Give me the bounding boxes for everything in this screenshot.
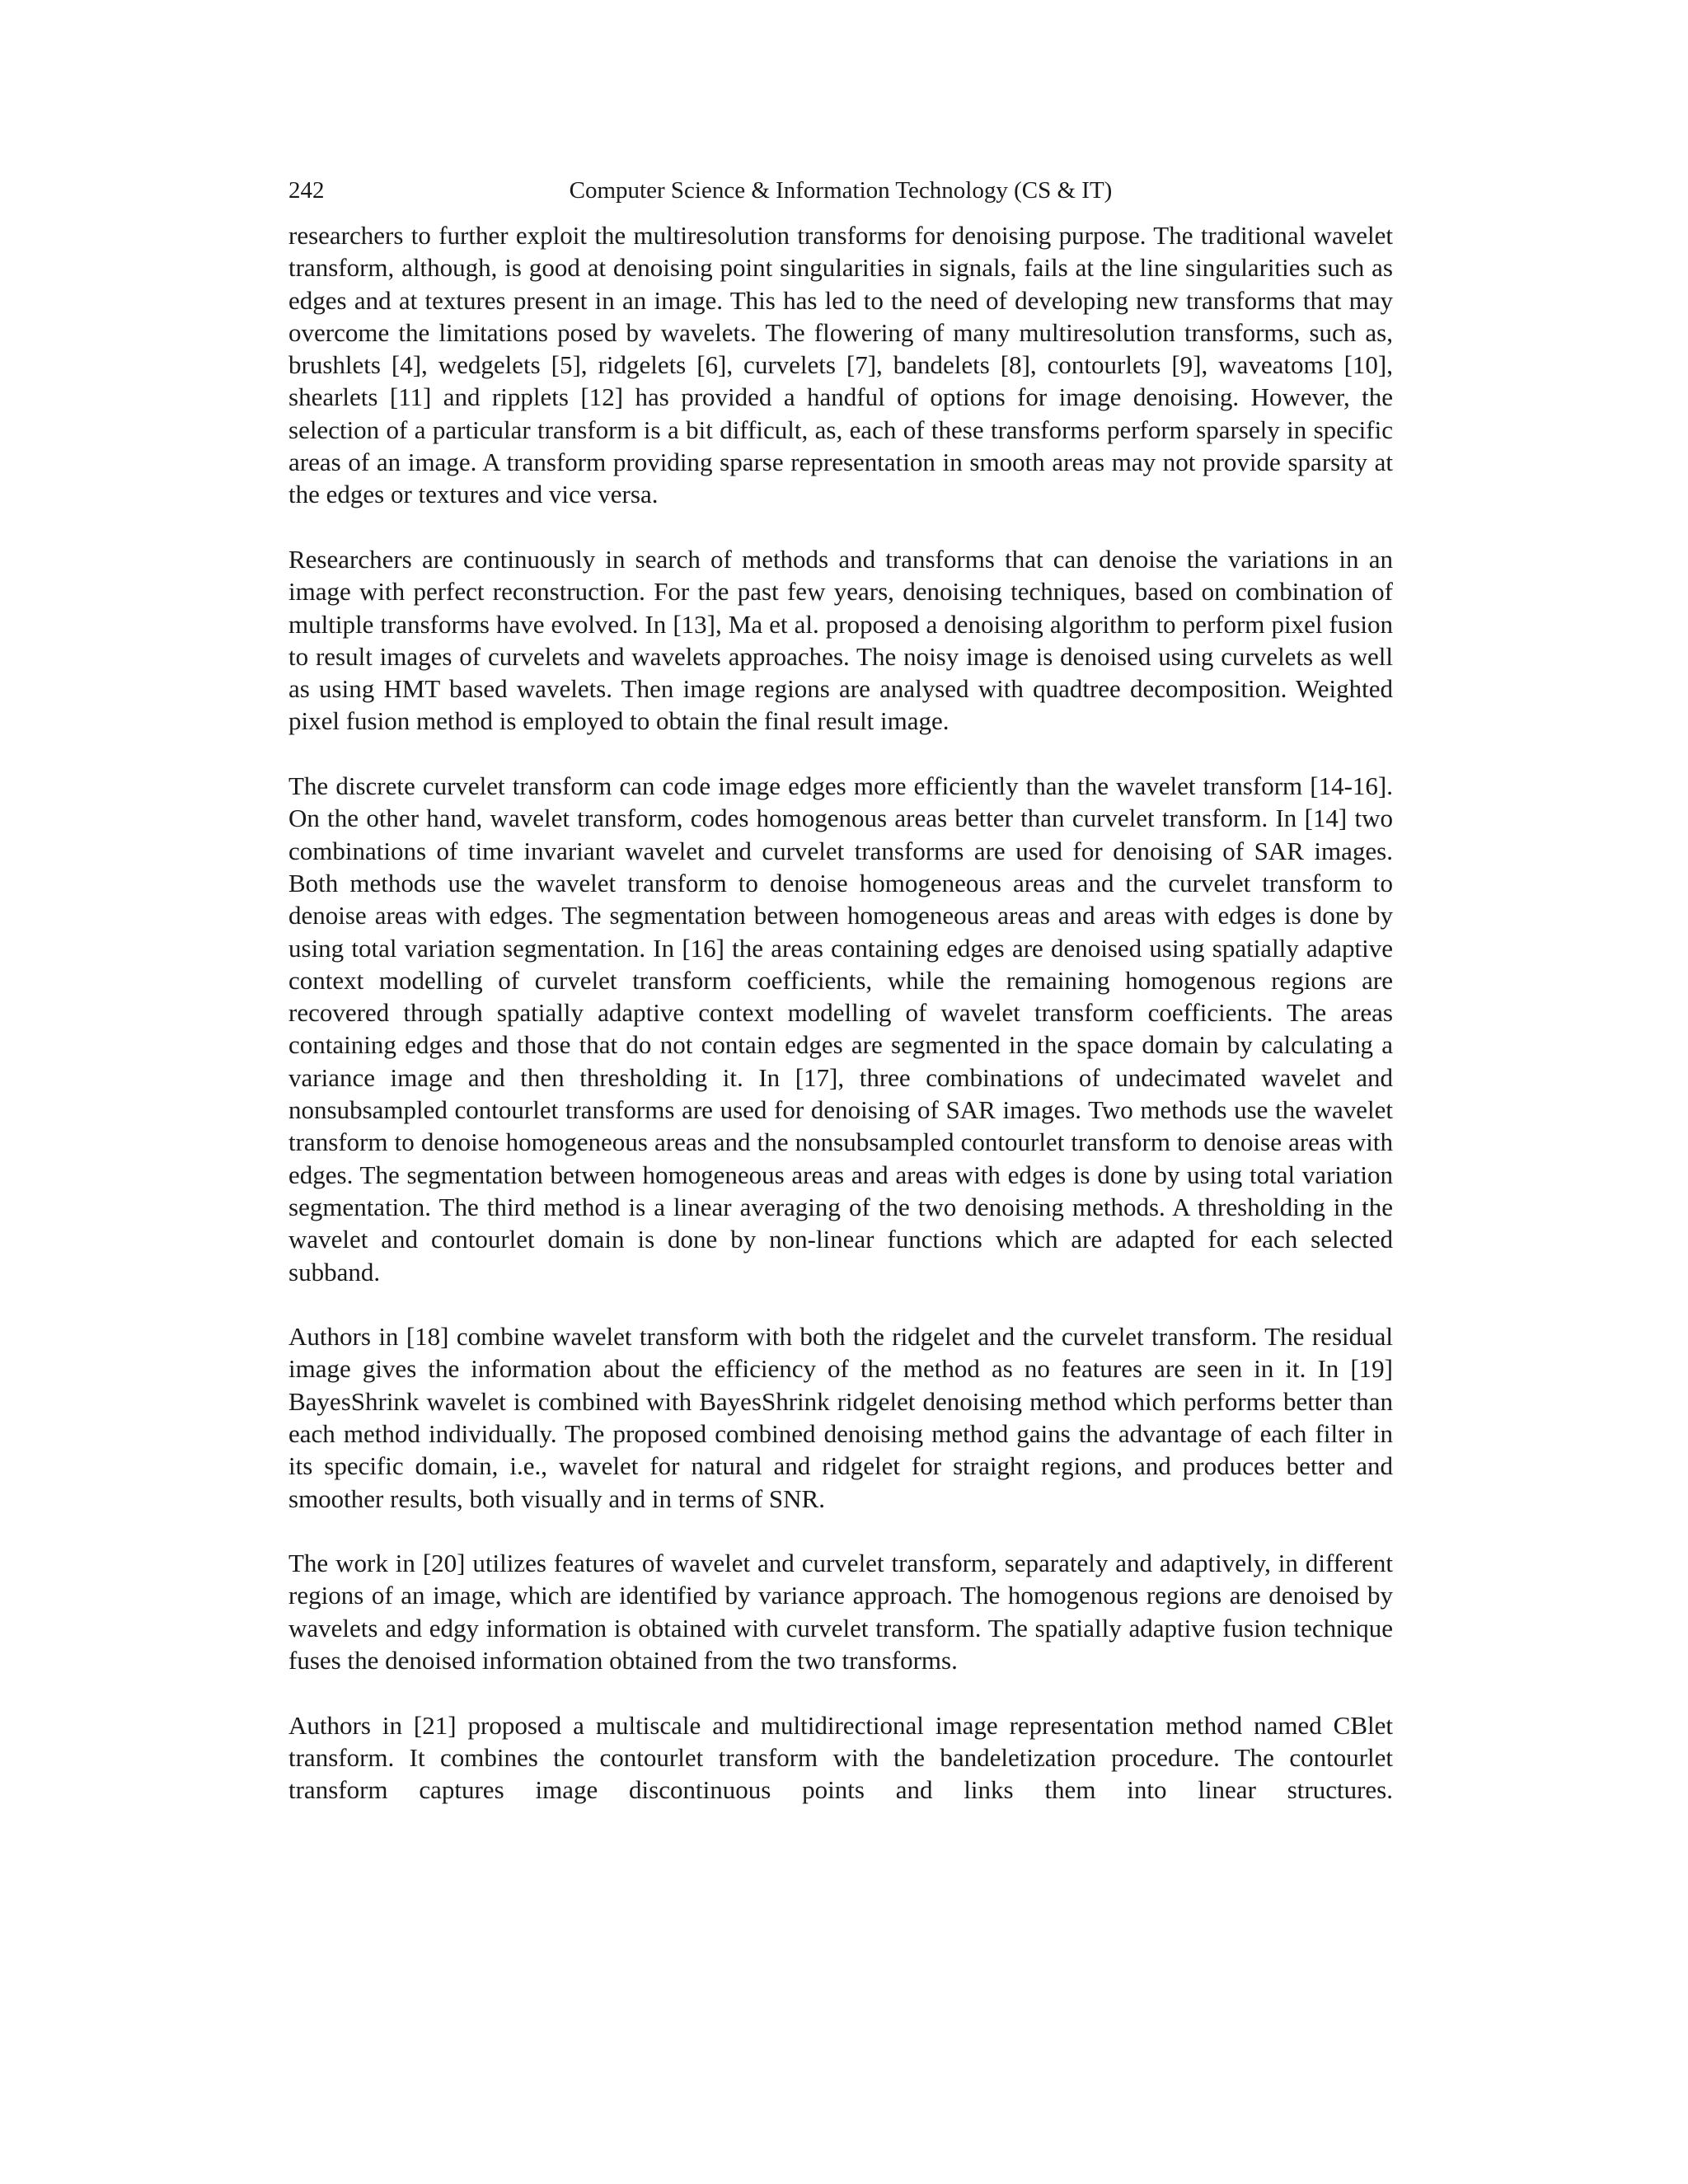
paragraph: researchers to further exploit the multiresolution transforms for denoising purpose. The traditional wavelet transform, although, is good at denoising point singularities in signals, fails at the line singularities such as edges and at textures present in an image. This has led to the need of developing new transforms that may overcome the limitations posed by wavelets. The flowering of many multiresolution transforms, such as, brushlets [4], wedgelets [5], ridgelets [6], curvelets [7], bandelets [8], contourlets [9], waveatoms [10], shearlets [11] and ripplets [12] has provided a handful of options for image denoising. However, the selection of a particular transform is a bit difficult, as, each of these transforms perform sparsely in specific areas of an image. A transform providing sparse representation in smooth areas may not provide sparsity at the edges or textures and vice versa. (288, 221, 1393, 509)
journal-title: Computer Science & Information Technology (CS & IT) (569, 177, 1113, 204)
paragraph: The work in [20] utilizes features of wavelet and curvelet transform, separately and adaptively, in different regions of an image, which are identified by variance approach. The homogenous regions are denoised by wavelets and edgy information is obtained with curvelet transform. The spatially adaptive fusion technique fuses the denoised information obtained from the two transforms. (288, 1549, 1393, 1675)
page-number: 242 (288, 177, 325, 204)
running-header (288, 174, 1393, 207)
body-text (288, 219, 1393, 1807)
paragraph: Authors in [21] proposed a multiscale and multidirectional image representation method named CBlet transform. It combines the contourlet transform with the bandeletization procedure. The contourlet transform captures image discontinuous points and links them into linear structures. (288, 1710, 1393, 1805)
paragraph: Authors in [18] combine wavelet transform with both the ridgelet and the curvelet transform. The residual image gives the information about the efficiency of the method as no features are seen in it. In [19] BayesShrink wavelet is combined with BayesShrink ridgelet denoising method which performs better than each method individually. The proposed combined denoising method gains the advantage of each filter in its specific domain, i.e., wavelet for natural and ridgelet for straight regions, and produces better and smoother results, both visually and in terms of SNR. (288, 1322, 1393, 1513)
paragraph: The discrete curvelet transform can code image edges more efficiently than the wavelet transform [14-16]. On the other hand, wavelet transform, codes homogenous areas better than curvelet transform. In [14] two combinations of time invariant wavelet and curvelet transforms are used for denoising of SAR images. Both methods use the wavelet transform to denoise homogeneous areas and the curvelet transform to denoise areas with edges. The segmentation between homogeneous areas and areas with edges is done by using total variation segmentation. In [16] the areas containing edges are denoised using spatially adaptive context modelling of curvelet transform coefficients, while the remaining homogenous regions are recovered through spatially adaptive context modelling of wavelet transform coefficients. The areas containing edges and those that do not contain edges are segmented in the space domain by calculating a variance image and then thresholding it. In [17], three combinations of undecimated wavelet and nonsubsampled contourlet transforms are used for denoising of SAR images. Two methods use the wavelet transform to denoise homogeneous areas and the nonsubsampled contourlet transform to denoise areas with edges. The segmentation between homogeneous areas and areas with edges is done by using total variation segmentation. The third method is a linear averaging of the two denoising methods. A thresholding in the wavelet and contourlet domain is done by non-linear functions which are adapted for each selected subband. (288, 771, 1393, 1286)
paragraph: Researchers are continuously in search of methods and transforms that can denoise the variations in an image with perfect reconstruction. For the past few years, denoising techniques, based on combination of multiple transforms have evolved. In [13], Ma et al. proposed a denoising algorithm to perform pixel fusion to result images of curvelets and wavelets approaches. The noisy image is denoised using curvelets as well as using HMT based wavelets. Then image regions are analysed with quadtree decomposition. Weighted pixel fusion method is employed to obtain the final result image. (288, 544, 1393, 736)
